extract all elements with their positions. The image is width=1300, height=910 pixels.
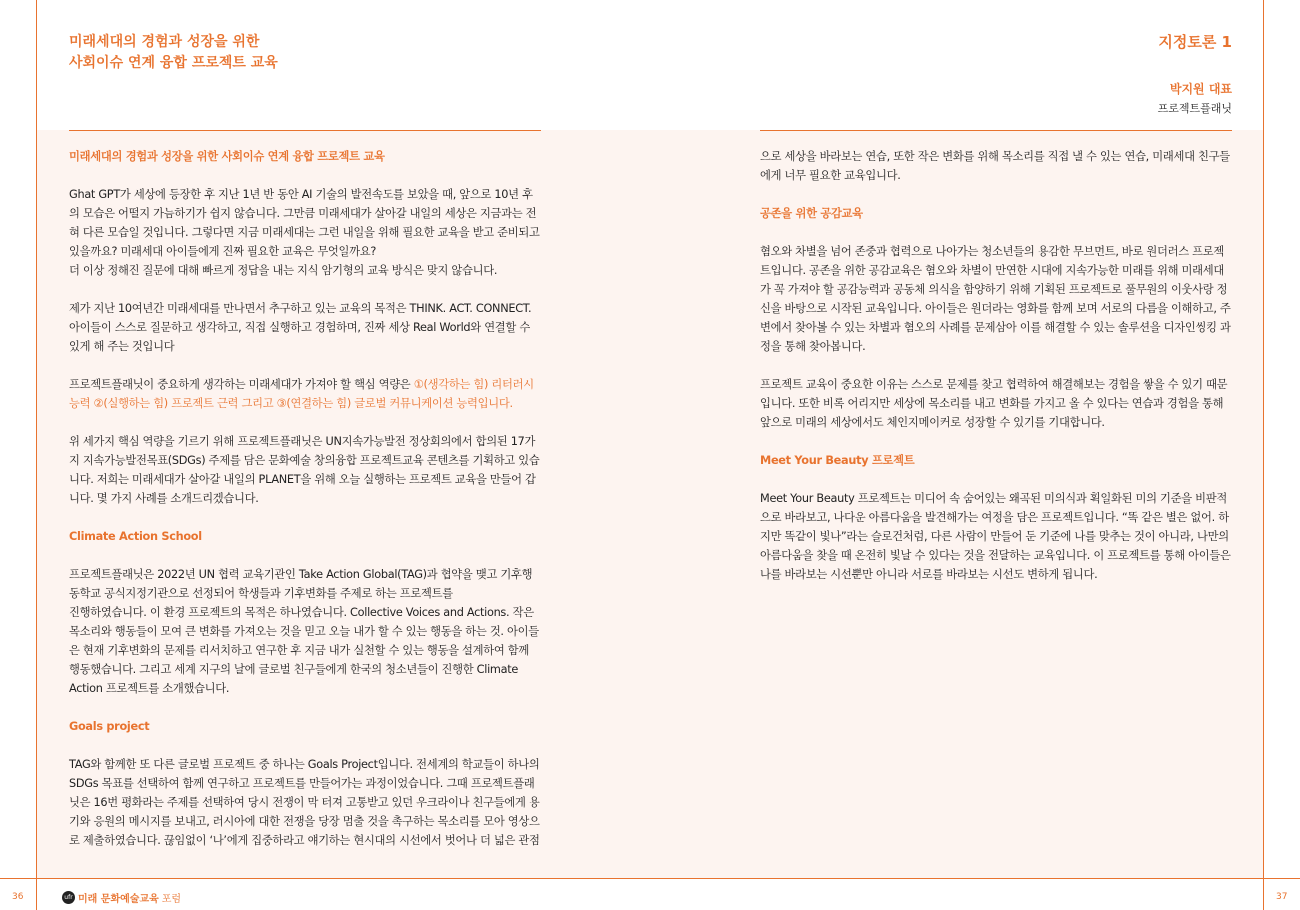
forum-name-bold: 미래 문화예술교육: [78, 894, 159, 905]
paragraph: [69, 375, 541, 413]
doc-header-title: [69, 32, 278, 74]
paragraph-text: 프로젝트플래닛이 중요하게 생각하는 미래세대가 가져야 할 핵심 역량은: [69, 378, 414, 391]
paragraph: 혐오와 차별을 넘어 존중과 협력으로 나아가는 청소년들의 용감한 무브먼트, 바로 원더러스 프로젝트입니다. 공존을 위한 공감교육은 혐오와 차별이 만연한 시대에 지속가능한 미래를 위해 미래세대가 꼭 가져야 할 공감능력과 공동체 의식을 함양하기 위해 기획된 프로젝트로 풀무원의 이웃사랑 정신을 바탕으로 시작된 교육입니다. 아이들은 원더라는 영화를 함께 보며 서로의 다름을 이해하고, 주변에서 찾아볼 수 있는 차별과 혐오의 사례를 문제삼아 이를 해결할 수 있는 솔루션을 디자인씽킹 과정을 통해 찾아봅니다.: [760, 245, 1231, 353]
right-column: [760, 147, 1232, 603]
paragraph-text: 프로젝트플래닛은 2022년 UN 협력 교육기관인 Take Action Global(TAG)과 협약을 맺고 기후행동학교 공식지정기관으로 선정되어 학생들과 기후변화를 주제로 하는 프로젝트를: [69, 568, 533, 600]
section-heading-goals: Goals project: [69, 720, 150, 733]
left-column-rule: [69, 130, 541, 131]
section-heading-beauty: Meet Your Beauty 프로젝트: [760, 454, 915, 467]
paragraph: 위 세가지 핵심 역량을 기르기 위해 프로젝트플래닛은 UN지속가능발전 정상회의에서 합의된 17가지 지속가능발전목표(SDGs) 주제를 담은 문화예술 창의융합 프로젝트교육 콘텐츠를 기획하고 있습니다. 저희는 미래세대가 살아갈 내일의 PLANET을 위해 오늘 실행하는 프로젝트 교육을 만들어 갑니다. 몇 가지 사례를 소개드리겠습니다.: [69, 435, 540, 505]
forum-logo-icon: ufr: [62, 891, 75, 904]
paragraph-text: 진행하였습니다. 이 환경 프로젝트의 목적은 하나였습니다. Collective Voices and Actions. 작은 목소리와 행동들이 모여 큰 변화를 가져오는 것을 믿고 오늘 내가 할 수 있는 행동을 하는 것. 아이들은 현재 기후변화의 문제를 리서치하고 연구한 후 지금 내가 실천할 수 있는 행동을 설계하여 함께 행동했습니다. 그리고 세계 지구의 날에 글로벌 친구들에게 한국의 청소년들이 진행한 Climate Action 프로젝트를 소개했습니다.: [69, 606, 539, 695]
forum-name-suffix: 포럼: [161, 894, 182, 905]
footer-rule: [0, 878, 1300, 879]
section-heading-climate: Climate Action School: [69, 530, 202, 543]
section-title: 지정토론 1: [1158, 33, 1232, 51]
header-title-line1: 미래세대의 경험과 성장을 위한: [69, 34, 260, 50]
page-number-right: 37: [1276, 892, 1288, 902]
forum-footer: [62, 890, 181, 905]
speaker-name: 박지원 대표: [1169, 82, 1232, 96]
paragraph-text: 더 이상 정해진 질문에 대해 빠르게 정답을 내는 지식 암기형의 교육 방식은 맞지 않습니다.: [69, 264, 498, 277]
speaker-org: 프로젝트플래닛: [1157, 102, 1232, 115]
paragraph: 프로젝트 교육이 중요한 이유는 스스로 문제를 찾고 협력하여 해결해보는 경험을 쌓을 수 있기 때문입니다. 또한 비록 어리지만 세상에 목소리를 내고 변화를 가지고 올 수 있다는 연습과 경험을 통해 앞으로 미래의 세상에서도 체인지메이커로 성장할 수 있기를 기대합니다.: [760, 378, 1228, 429]
right-margin-line: [1263, 0, 1264, 910]
paragraph: TAG와 함께한 또 다른 글로벌 프로젝트 중 하나는 Goals Project입니다. 전세계의 학교들이 하나의 SDGs 목표를 선택하여 함께 연구하고 프로젝트를 만들어가는 과정이었습니다. 그때 프로젝트플래닛은 16번 평화라는 주제를 선택하여 당시 전쟁이 막 터져 고통받고 있던 우크라이나 친구들에게 용기와 응원의 메시지를 보내고, 러시아에 대한 전쟁을 당장 멈출 것을 촉구하는 목소리를 모아 영상으로 제출하였습니다. 끊임없이 ‘나’에게 집중하라고 얘기하는 현시대의 시선에서 벗어나 더 넓은 관점: [69, 758, 540, 847]
left-column: [69, 147, 541, 869]
paragraph: 제가 지난 10여년간 미래세대를 만나면서 추구하고 있는 교육의 목적은 THINK. ACT. CONNECT. 아이들이 스스로 질문하고 생각하고, 직접 실행하고 경험하며, 진짜 세상 Real World와 연결할 수 있게 해 주는 것입니다: [69, 302, 532, 353]
core-competencies-highlight: ①(생각하는 힘) 리터러시 능력 ②(실행하는 힘) 프로젝트 근력 그리고 ③(연결하는 힘) 글로벌 커뮤니케이션 능력입니다.: [69, 378, 534, 410]
header-title-line2: 사회이슈 연계 융합 프로젝트 교육: [69, 55, 278, 71]
paragraph-text: Ghat GPT가 세상에 등장한 후 지난 1년 반 동안 AI 기술의 발전속도를 보았을 때, 앞으로 10년 후의 모습은 어떨지 가늠하기가 쉽지 않습니다. 그만큼 미래세대가 살아갈 내일의 세상은 지금과는 전혀 다른 모습일 것입니다. 그렇다면 지금 미래세대는 그런 내일을 위해 필요한 교육을 받고 준비되고 있을까요? 미래세대 아이들에게 진짜 필요한 교육은 무엇일까요?: [69, 188, 540, 258]
right-column-rule: [760, 130, 1232, 131]
section-heading-empathy: 공존을 위한 공감교육: [760, 207, 863, 220]
paragraph: [69, 185, 541, 280]
paragraph: Meet Your Beauty 프로젝트는 미디어 속 숨어있는 왜곡된 미의식과 획일화된 미의 기준을 비판적으로 바라보고, 나다운 아름다움을 발견해가는 여정을 담은 프로젝트입니다. “똑 같은 별은 없어. 하지만 똑같이 빛나”라는 슬로건처럼, 다른 사람이 만들어 둔 기준에 나를 맞추는 것이 아니라, 나만의 아름다움을 찾을 때 온전히 빛날 수 있다는 것을 전달하는 교육입니다. 이 프로젝트를 통해 아이들은 나를 바라보는 시선뿐만 아니라 서로를 바라보는 시선도 변하게 됩니다.: [760, 492, 1231, 581]
paragraph: 으로 세상을 바라보는 연습, 또한 작은 변화를 위해 목소리를 직접 낼 수 있는 연습, 미래세대 친구들에게 너무 필요한 교육입니다.: [760, 150, 1230, 182]
paragraph: [69, 565, 541, 698]
speaker-block: [1158, 32, 1232, 118]
page-number-left: 36: [12, 892, 24, 902]
article-heading: 미래세대의 경험과 성장을 위한 사회이슈 연계 융합 프로젝트 교육: [69, 150, 385, 163]
